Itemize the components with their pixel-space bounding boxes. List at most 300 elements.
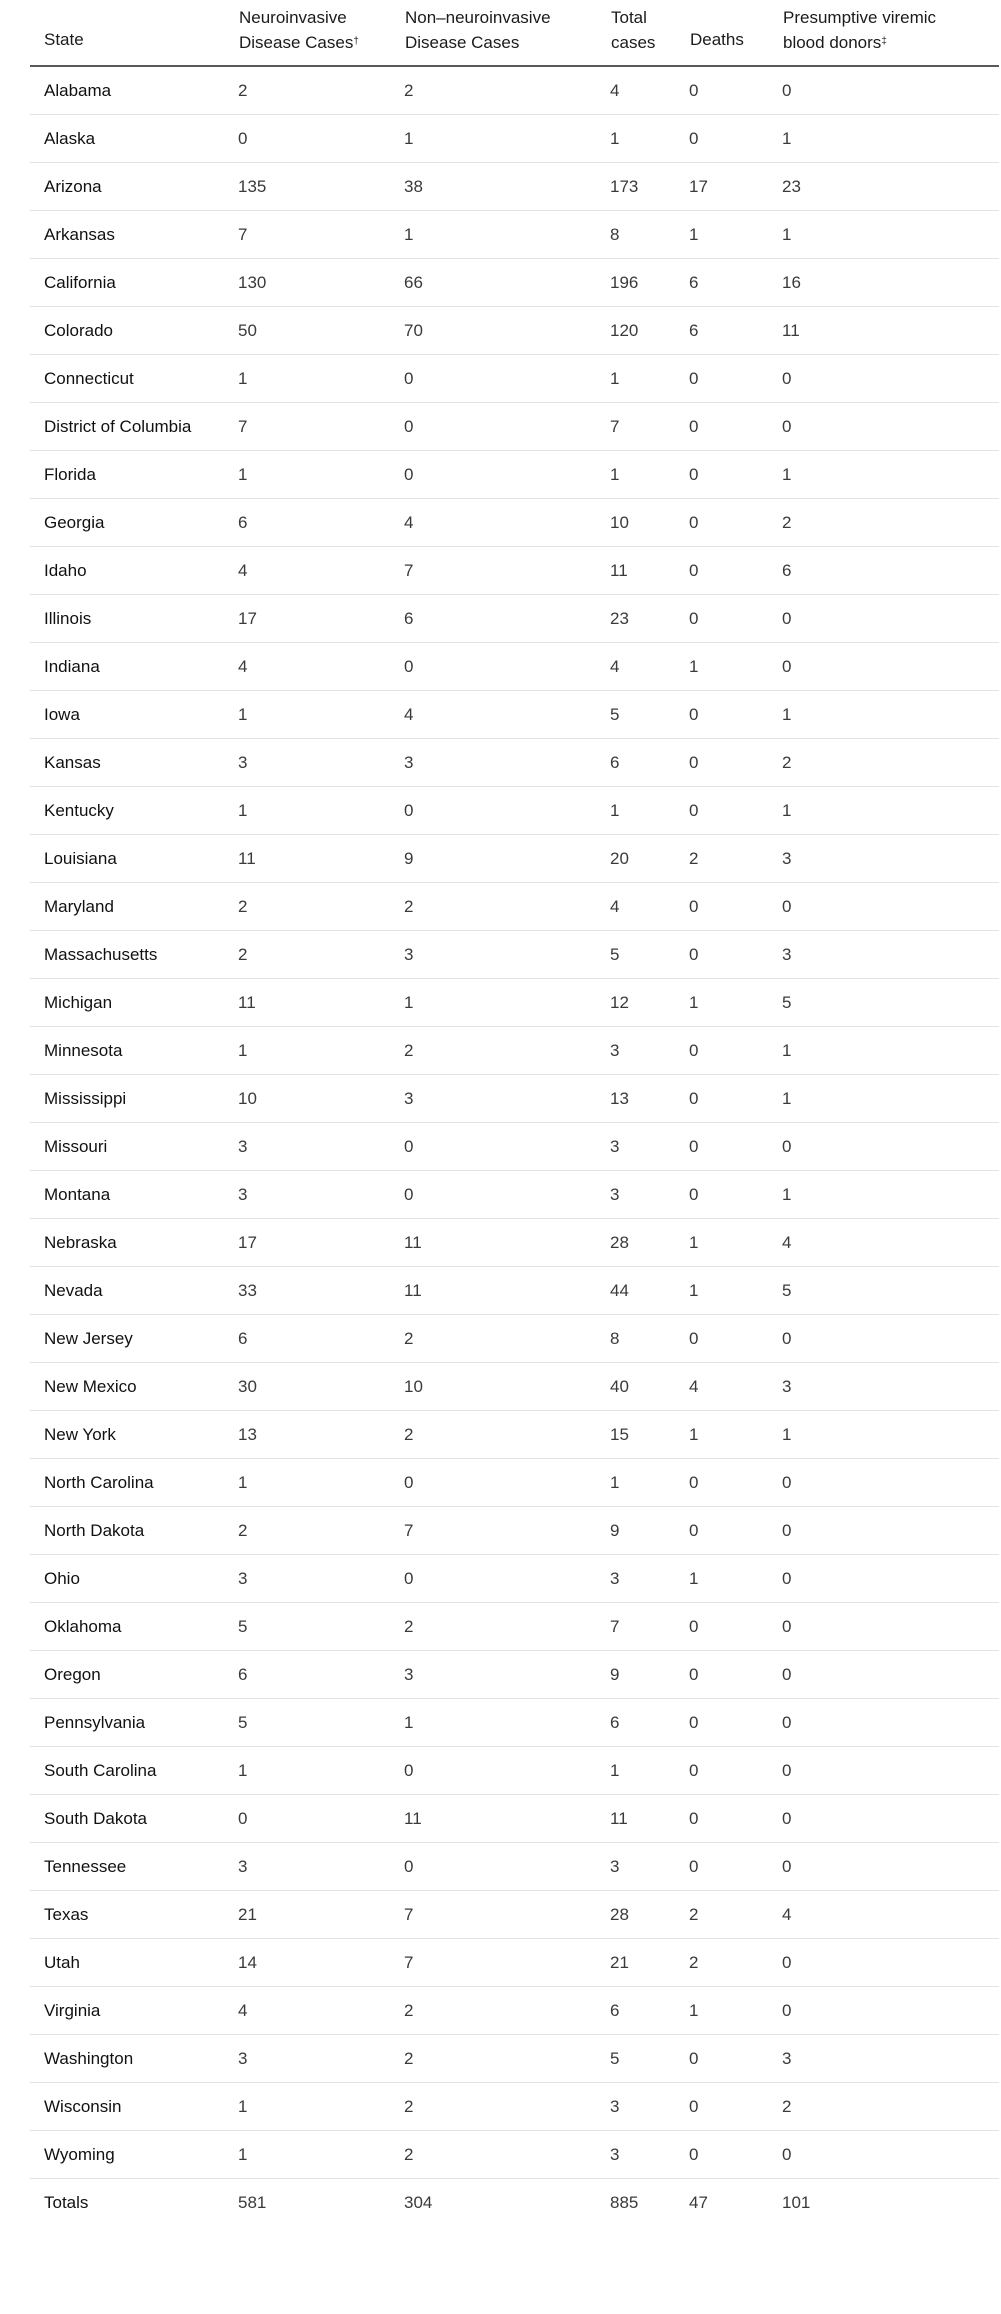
table-row — [30, 594, 999, 642]
cell-state: Alaska — [30, 114, 238, 162]
cell-state: Utah — [30, 1938, 238, 1986]
cell-blood-donors: 0 — [782, 66, 999, 114]
cell-deaths: 0 — [689, 1650, 782, 1698]
table-row — [30, 66, 999, 114]
cell-deaths: 0 — [689, 594, 782, 642]
cell-blood-donors: 1 — [782, 1026, 999, 1074]
cell-neuroinvasive: 7 — [238, 402, 404, 450]
table-row — [30, 1746, 999, 1794]
cell-total-cases: 28 — [610, 1890, 689, 1938]
cell-blood-donors: 0 — [782, 1506, 999, 1554]
wnv-cases-table — [30, 0, 999, 2226]
cell-non-neuroinvasive: 3 — [404, 1650, 610, 1698]
cell-non-neuroinvasive: 2 — [404, 1026, 610, 1074]
table-row — [30, 354, 999, 402]
cell-total-cases: 1 — [610, 450, 689, 498]
cell-non-neuroinvasive: 0 — [404, 450, 610, 498]
cell-total-cases: 3 — [610, 2130, 689, 2178]
cell-state: Texas — [30, 1890, 238, 1938]
cell-deaths: 0 — [689, 2130, 782, 2178]
cell-total-cases: 8 — [610, 1314, 689, 1362]
cell-deaths: 0 — [689, 882, 782, 930]
table-row — [30, 834, 999, 882]
cell-deaths: 0 — [689, 1842, 782, 1890]
cell-non-neuroinvasive: 0 — [404, 1122, 610, 1170]
cell-non-neuroinvasive: 4 — [404, 690, 610, 738]
cell-neuroinvasive: 1 — [238, 1458, 404, 1506]
cell-neuroinvasive: 6 — [238, 498, 404, 546]
cell-state: New Mexico — [30, 1362, 238, 1410]
cell-blood-donors: 0 — [782, 1554, 999, 1602]
table-row — [30, 1026, 999, 1074]
cell-non-neuroinvasive: 0 — [404, 1458, 610, 1506]
table-row — [30, 1506, 999, 1554]
header-row — [30, 0, 999, 66]
cell-total-cases: 11 — [610, 546, 689, 594]
table-row — [30, 258, 999, 306]
cell-non-neuroinvasive: 7 — [404, 1938, 610, 1986]
cell-total-cases: 40 — [610, 1362, 689, 1410]
cell-blood-donors: 1 — [782, 450, 999, 498]
cell-non-neuroinvasive: 9 — [404, 834, 610, 882]
cell-state: Ohio — [30, 1554, 238, 1602]
cell-deaths: 0 — [689, 1074, 782, 1122]
cell-non-neuroinvasive: 1 — [404, 1698, 610, 1746]
cell-total-cases: 173 — [610, 162, 689, 210]
cell-total-cases: 12 — [610, 978, 689, 1026]
table-row — [30, 114, 999, 162]
table-row — [30, 1890, 999, 1938]
cell-non-neuroinvasive: 2 — [404, 1602, 610, 1650]
cell-state: Montana — [30, 1170, 238, 1218]
cell-deaths: 0 — [689, 402, 782, 450]
cell-non-neuroinvasive: 1 — [404, 978, 610, 1026]
cell-blood-donors: 0 — [782, 354, 999, 402]
cell-deaths: 1 — [689, 210, 782, 258]
cell-non-neuroinvasive: 2 — [404, 1410, 610, 1458]
cell-non-neuroinvasive: 11 — [404, 1266, 610, 1314]
header-blood-donors: Presumptive viremic blood donors‡ — [782, 0, 999, 66]
cell-state: Kansas — [30, 738, 238, 786]
cell-state: Oregon — [30, 1650, 238, 1698]
cell-state: Georgia — [30, 498, 238, 546]
cell-state: Arkansas — [30, 210, 238, 258]
cell-neuroinvasive: 6 — [238, 1314, 404, 1362]
cell-state: Illinois — [30, 594, 238, 642]
cell-blood-donors: 0 — [782, 1986, 999, 2034]
cell-state: Pennsylvania — [30, 1698, 238, 1746]
cell-deaths: 0 — [689, 2034, 782, 2082]
cell-total-cases: 7 — [610, 1602, 689, 1650]
cell-state: South Carolina — [30, 1746, 238, 1794]
table-row — [30, 1458, 999, 1506]
cell-total-cases: 6 — [610, 1698, 689, 1746]
table-row — [30, 1122, 999, 1170]
cell-neuroinvasive: 1 — [238, 354, 404, 402]
cell-deaths: 0 — [689, 354, 782, 402]
table-row — [30, 930, 999, 978]
cell-non-neuroinvasive: 2 — [404, 1314, 610, 1362]
table-row — [30, 1266, 999, 1314]
cell-non-neuroinvasive: 2 — [404, 2082, 610, 2130]
cell-total-cases: 1 — [610, 114, 689, 162]
cell-neuroinvasive: 2 — [238, 882, 404, 930]
table-body — [30, 66, 999, 2226]
table-row — [30, 2034, 999, 2082]
cell-total-cases: 196 — [610, 258, 689, 306]
cell-state: Oklahoma — [30, 1602, 238, 1650]
table-row — [30, 1794, 999, 1842]
table-row — [30, 306, 999, 354]
cell-deaths: 0 — [689, 1458, 782, 1506]
table-row — [30, 1650, 999, 1698]
table-row — [30, 1602, 999, 1650]
cell-blood-donors: 0 — [782, 1794, 999, 1842]
cell-neuroinvasive: 1 — [238, 450, 404, 498]
cell-neuroinvasive: 1 — [238, 2082, 404, 2130]
cell-neuroinvasive: 3 — [238, 1122, 404, 1170]
cell-deaths: 0 — [689, 1746, 782, 1794]
cell-deaths: 1 — [689, 642, 782, 690]
cell-deaths: 0 — [689, 690, 782, 738]
cell-blood-donors: 0 — [782, 1698, 999, 1746]
cell-blood-donors: 1 — [782, 1074, 999, 1122]
cell-non-neuroinvasive: 304 — [404, 2193, 433, 2213]
cell-state: Maryland — [30, 882, 238, 930]
cell-state: New York — [30, 1410, 238, 1458]
cell-blood-donors: 11 — [782, 306, 999, 354]
table-row — [30, 1074, 999, 1122]
header-state: State — [30, 0, 238, 66]
cell-blood-donors: 5 — [782, 978, 999, 1026]
table-row — [30, 690, 999, 738]
table-row — [30, 546, 999, 594]
cell-state: Nevada — [30, 1266, 238, 1314]
table-row — [30, 1218, 999, 1266]
cell-non-neuroinvasive: 2 — [404, 1986, 610, 2034]
cell-state: Virginia — [30, 1986, 238, 2034]
cell-total-cases: 20 — [610, 834, 689, 882]
totals-row — [30, 2178, 999, 2226]
cell-state: Arizona — [30, 162, 238, 210]
cell-state: Mississippi — [30, 1074, 238, 1122]
cell-total-cases: 3 — [610, 1026, 689, 1074]
cell-total-cases: 120 — [610, 306, 689, 354]
cell-total-cases: 15 — [610, 1410, 689, 1458]
cell-non-neuroinvasive: 0 — [404, 1746, 610, 1794]
cell-total-cases: 3 — [610, 1170, 689, 1218]
cell-total-cases: 4 — [610, 66, 689, 114]
table-row — [30, 786, 999, 834]
cell-deaths: 0 — [689, 930, 782, 978]
cell-non-neuroinvasive: 0 — [404, 354, 610, 402]
cell-blood-donors: 5 — [782, 1266, 999, 1314]
cell-total-cases: 5 — [610, 2034, 689, 2082]
cell-deaths: 17 — [689, 162, 782, 210]
cell-state: Florida — [30, 450, 238, 498]
cell-non-neuroinvasive: 2 — [404, 882, 610, 930]
cell-state: Nebraska — [30, 1218, 238, 1266]
table-row — [30, 738, 999, 786]
cell-non-neuroinvasive: 11 — [404, 1794, 610, 1842]
cell-neuroinvasive: 33 — [238, 1266, 404, 1314]
table-row — [30, 1554, 999, 1602]
table-row — [30, 210, 999, 258]
cell-deaths: 0 — [689, 498, 782, 546]
cell-deaths: 1 — [689, 1266, 782, 1314]
cell-blood-donors: 6 — [782, 546, 999, 594]
cell-neuroinvasive: 0 — [238, 114, 404, 162]
cell-neuroinvasive: 4 — [238, 546, 404, 594]
table-row — [30, 642, 999, 690]
cell-state: District of Columbia — [30, 402, 238, 450]
cell-blood-donors: 23 — [782, 162, 999, 210]
cell-non-neuroinvasive: 4 — [404, 498, 610, 546]
table-row — [30, 978, 999, 1026]
cell-neuroinvasive: 1 — [238, 690, 404, 738]
table-row — [30, 1842, 999, 1890]
cell-non-neuroinvasive: 2 — [404, 2130, 610, 2178]
cell-blood-donors: 0 — [782, 882, 999, 930]
cell-non-neuroinvasive: 3 — [404, 738, 610, 786]
cell-total-cases: 8 — [610, 210, 689, 258]
cell-deaths: 4 — [689, 1362, 782, 1410]
cell-deaths: 1 — [689, 1986, 782, 2034]
cell-total-cases: 9 — [610, 1506, 689, 1554]
cell-state: Massachusetts — [30, 930, 238, 978]
cell-blood-donors: 0 — [782, 642, 999, 690]
cell-blood-donors: 0 — [782, 1746, 999, 1794]
cell-total-cases: 1 — [610, 354, 689, 402]
cell-blood-donors: 1 — [782, 1410, 999, 1458]
cell-deaths: 1 — [689, 1554, 782, 1602]
cell-non-neuroinvasive: 0 — [404, 1170, 610, 1218]
table-row — [30, 1170, 999, 1218]
cell-non-neuroinvasive: 7 — [404, 1890, 610, 1938]
cell-neuroinvasive: 11 — [238, 978, 404, 1026]
table-row — [30, 882, 999, 930]
cell-non-neuroinvasive: 0 — [404, 1554, 610, 1602]
cell-deaths: 0 — [689, 1794, 782, 1842]
cell-blood-donors: 0 — [782, 1650, 999, 1698]
cell-neuroinvasive: 4 — [238, 1986, 404, 2034]
cell-non-neuroinvasive: 11 — [404, 1218, 610, 1266]
cell-deaths: 0 — [689, 786, 782, 834]
cell-neuroinvasive: 10 — [238, 1074, 404, 1122]
cell-state: North Carolina — [30, 1458, 238, 1506]
cell-state: Wisconsin — [30, 2082, 238, 2130]
cell-deaths: 0 — [689, 2082, 782, 2130]
cell-non-neuroinvasive: 0 — [404, 402, 610, 450]
cell-total-cases: 3 — [610, 1842, 689, 1890]
cell-deaths: 1 — [689, 978, 782, 1026]
cell-deaths: 1 — [689, 1410, 782, 1458]
cell-state: Alabama — [30, 66, 238, 114]
cell-blood-donors: 101 — [782, 2193, 811, 2213]
table-row — [30, 498, 999, 546]
cell-non-neuroinvasive: 0 — [404, 642, 610, 690]
cell-state: Iowa — [30, 690, 238, 738]
cell-blood-donors: 3 — [782, 930, 999, 978]
cell-neuroinvasive: 11 — [238, 834, 404, 882]
cell-total-cases: 9 — [610, 1650, 689, 1698]
cell-neuroinvasive: 3 — [238, 1170, 404, 1218]
cell-neuroinvasive: 1 — [238, 1026, 404, 1074]
cell-total-cases: 11 — [610, 1794, 689, 1842]
cell-total-cases: 4 — [610, 642, 689, 690]
cell-blood-donors: 1 — [782, 690, 999, 738]
cell-non-neuroinvasive: 7 — [404, 546, 610, 594]
cell-non-neuroinvasive: 7 — [404, 1506, 610, 1554]
cell-non-neuroinvasive: 3 — [404, 1074, 610, 1122]
cell-neuroinvasive: 3 — [238, 1554, 404, 1602]
cell-neuroinvasive: 5 — [238, 1698, 404, 1746]
cell-blood-donors: 0 — [782, 402, 999, 450]
cell-non-neuroinvasive: 38 — [404, 162, 610, 210]
cell-neuroinvasive: 6 — [238, 1650, 404, 1698]
cell-neuroinvasive: 1 — [238, 1746, 404, 1794]
cell-blood-donors: 0 — [782, 1122, 999, 1170]
cell-total-cases: 10 — [610, 498, 689, 546]
cell-state: Minnesota — [30, 1026, 238, 1074]
table-header — [30, 0, 999, 66]
cell-total-cases: 23 — [610, 594, 689, 642]
cell-neuroinvasive: 0 — [238, 1794, 404, 1842]
cell-blood-donors: 0 — [782, 1842, 999, 1890]
cell-deaths: 0 — [689, 1026, 782, 1074]
table-row — [30, 1314, 999, 1362]
cell-total-cases: 1 — [610, 1746, 689, 1794]
cell-blood-donors: 2 — [782, 2082, 999, 2130]
cell-deaths: 2 — [689, 834, 782, 882]
cell-total-cases: 13 — [610, 1074, 689, 1122]
cell-non-neuroinvasive: 70 — [404, 306, 610, 354]
cell-neuroinvasive: 13 — [238, 1410, 404, 1458]
cell-total-cases: 5 — [610, 690, 689, 738]
cell-total-cases: 885 — [610, 2193, 639, 2213]
cell-deaths: 47 — [689, 2193, 708, 2213]
cell-non-neuroinvasive: 10 — [404, 1362, 610, 1410]
cell-state: California — [30, 258, 238, 306]
cell-total-cases: 6 — [610, 738, 689, 786]
cell-deaths: 0 — [689, 114, 782, 162]
cell-blood-donors: 0 — [782, 2130, 999, 2178]
cell-blood-donors: 2 — [782, 498, 999, 546]
cell-neuroinvasive: 17 — [238, 594, 404, 642]
cell-neuroinvasive: 17 — [238, 1218, 404, 1266]
cell-non-neuroinvasive: 2 — [404, 2034, 610, 2082]
cell-blood-donors: 1 — [782, 1170, 999, 1218]
cell-state: Indiana — [30, 642, 238, 690]
cell-blood-donors: 1 — [782, 114, 999, 162]
table-row — [30, 1410, 999, 1458]
cell-deaths: 0 — [689, 546, 782, 594]
header-total-cases: Total cases — [610, 0, 689, 66]
cell-blood-donors: 1 — [782, 786, 999, 834]
cell-neuroinvasive: 2 — [238, 930, 404, 978]
cell-total-cases: 6 — [610, 1986, 689, 2034]
cell-deaths: 2 — [689, 1890, 782, 1938]
cell-state: Colorado — [30, 306, 238, 354]
cell-neuroinvasive: 130 — [238, 258, 404, 306]
table-row — [30, 1698, 999, 1746]
dagger-footnote-mark[interactable]: † — [353, 36, 359, 47]
table-row — [30, 162, 999, 210]
cell-blood-donors: 4 — [782, 1218, 999, 1266]
header-deaths: Deaths — [689, 0, 782, 66]
header-non-neuroinvasive: Non–neuroinvasive Disease Cases — [404, 0, 610, 66]
cell-non-neuroinvasive: 1 — [404, 210, 610, 258]
cell-non-neuroinvasive: 66 — [404, 258, 610, 306]
cell-non-neuroinvasive: 0 — [404, 1842, 610, 1890]
cell-neuroinvasive: 1 — [238, 786, 404, 834]
cell-neuroinvasive: 21 — [238, 1890, 404, 1938]
table-row — [30, 2082, 999, 2130]
cell-neuroinvasive: 2 — [238, 1506, 404, 1554]
cell-total-cases: 3 — [610, 1122, 689, 1170]
cell-deaths: 0 — [689, 738, 782, 786]
cell-neuroinvasive: 14 — [238, 1938, 404, 1986]
cell-state: Totals — [44, 2193, 89, 2213]
cell-blood-donors: 2 — [782, 738, 999, 786]
cell-blood-donors: 0 — [782, 1458, 999, 1506]
cell-state: Idaho — [30, 546, 238, 594]
cell-blood-donors: 0 — [782, 1314, 999, 1362]
cell-neuroinvasive: 1 — [238, 2130, 404, 2178]
cell-neuroinvasive: 5 — [238, 1602, 404, 1650]
cell-blood-donors: 3 — [782, 1362, 999, 1410]
cell-total-cases: 1 — [610, 1458, 689, 1506]
cell-total-cases: 1 — [610, 786, 689, 834]
cell-neuroinvasive: 3 — [238, 738, 404, 786]
cell-neuroinvasive: 7 — [238, 210, 404, 258]
double-dagger-footnote-mark[interactable]: ‡ — [881, 36, 887, 47]
cell-total-cases: 3 — [610, 1554, 689, 1602]
cell-deaths: 6 — [689, 258, 782, 306]
cell-deaths: 0 — [689, 450, 782, 498]
cell-deaths: 6 — [689, 306, 782, 354]
cell-neuroinvasive: 4 — [238, 642, 404, 690]
cell-non-neuroinvasive: 1 — [404, 114, 610, 162]
cell-blood-donors: 3 — [782, 834, 999, 882]
cell-state: Michigan — [30, 978, 238, 1026]
cell-blood-donors: 0 — [782, 1602, 999, 1650]
cell-deaths: 0 — [689, 1506, 782, 1554]
cell-state: New Jersey — [30, 1314, 238, 1362]
table-row — [30, 450, 999, 498]
cell-blood-donors: 1 — [782, 210, 999, 258]
table-row — [30, 1986, 999, 2034]
cell-deaths: 2 — [689, 1938, 782, 1986]
cell-neuroinvasive: 3 — [238, 1842, 404, 1890]
cell-deaths: 0 — [689, 1314, 782, 1362]
table-row — [30, 402, 999, 450]
cell-total-cases: 7 — [610, 402, 689, 450]
cell-non-neuroinvasive: 2 — [404, 66, 610, 114]
cell-total-cases: 4 — [610, 882, 689, 930]
cell-neuroinvasive: 135 — [238, 162, 404, 210]
cell-state: Wyoming — [30, 2130, 238, 2178]
cell-deaths: 0 — [689, 1122, 782, 1170]
cell-state: Connecticut — [30, 354, 238, 402]
cell-total-cases: 5 — [610, 930, 689, 978]
cell-neuroinvasive: 3 — [238, 2034, 404, 2082]
cell-total-cases: 3 — [610, 2082, 689, 2130]
cell-blood-donors: 3 — [782, 2034, 999, 2082]
cell-state: Washington — [30, 2034, 238, 2082]
cell-deaths: 0 — [689, 1698, 782, 1746]
cell-blood-donors: 16 — [782, 258, 999, 306]
